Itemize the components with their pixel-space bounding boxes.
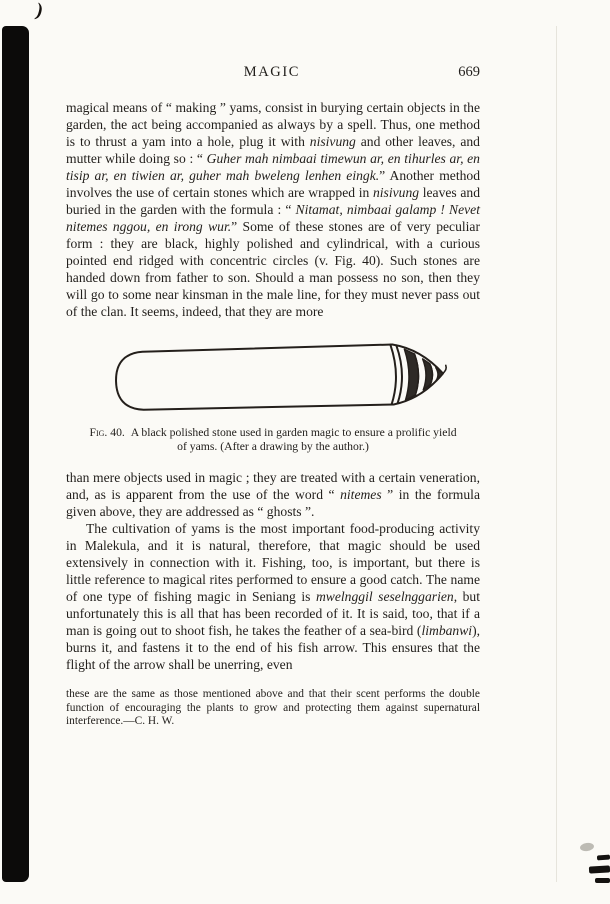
text-run: ” Another method involves the use of certain stones which are wrapped in	[66, 168, 480, 200]
figure-caption	[66, 426, 480, 454]
scan-gutter-shadow	[2, 26, 29, 882]
page-header-title: MAGIC	[243, 64, 301, 80]
stone-figure-illustration	[96, 333, 450, 422]
italic-text-run: Guher mah nimbaai timewun ar, en tihurles ar, en tisip ar, en tiwien ar, guher mah bweleng lenhen eingk.	[66, 151, 480, 183]
figure-40	[66, 337, 480, 454]
scan-edge-mark	[597, 855, 610, 861]
text-run: leaves and buried in the garden with the formula : “	[66, 185, 480, 217]
page-number: 669	[458, 64, 480, 80]
italic-text-run: mwelnggil seselnggarien	[315, 589, 454, 604]
text-run: magical means of “ making ” yams, consist in burying certain objects in the garden, the act being accompanied as always by a spell. Thus, one method is to thrust a yam into a hole, plug it with	[66, 100, 480, 149]
italic-text-run: nisivung	[309, 134, 356, 149]
scan-smudge	[580, 842, 595, 852]
italic-text-run: nitemes	[340, 487, 382, 502]
footnote: these are the same as those mentioned above and that their scent performs the double function of encouraging the plants to grow and protecting them against supernatural interference.—C. H. W.	[66, 688, 480, 728]
page-edge-crease	[556, 26, 557, 882]
text-run: ), burns it, and fastens it to the end of his fish arrow. This ensures that the flight of the arrow shall be unerring, even	[66, 623, 480, 672]
scan-edge-mark	[595, 878, 610, 883]
caption-text-line1: A black polished stone used in garden magic to ensure a prolific yield	[130, 426, 457, 439]
text-run: and other leaves, and mutter while doing so : “	[66, 134, 480, 166]
text-column	[66, 64, 480, 740]
paragraph-2	[66, 469, 480, 520]
text-run: ” in the formula given above, they are addressed as “ ghosts ”.	[66, 487, 480, 519]
text-run: The cultivation of yams is the most important food-producing activity in Malekula, and it is natural, therefore, that magic should be used extensively in connection with it. Fishing, too, is important, but there is little reference to magical rites performed to ensure a good catch. The name of one type of fishing magic in Seniang is	[66, 521, 480, 604]
running-header	[66, 64, 480, 86]
paragraph-1	[66, 99, 480, 320]
paragraph-3	[66, 520, 480, 673]
scan-edge-mark	[589, 865, 610, 873]
pen-mark: )	[33, 0, 45, 22]
italic-text-run: nisivung	[372, 185, 420, 200]
text-run: ” Some of these stones are of very peculiar form : they are black, highly polished and cylindrical, with a curious pointed end ridged with concentric circles (v. Fig. 40). Such stones are handed down from father to son. Should a man possess no son, then they will go to some near kinsman in the male line, for they must never pass out of the clan. It seems, indeed, that they are more	[66, 219, 480, 319]
caption-label: Fig. 40.	[89, 426, 125, 439]
italic-text-run: Nitamat, nimbaai galamp ! Nevet nitemes nggou, en irong wur.	[66, 202, 480, 234]
caption-text-line2: of yams. (After a drawing by the author.)	[177, 440, 369, 453]
text-run: than mere objects used in magic ; they are treated with a certain veneration, and, as is apparent from the use of the word “	[66, 470, 480, 502]
italic-text-run: limbanwi	[421, 623, 473, 638]
text-run: , but unfortunately this is all that has been recorded of it. It is said, too, that if a man is going out to shoot fish, he takes the feather of a sea-bird (	[66, 589, 480, 638]
